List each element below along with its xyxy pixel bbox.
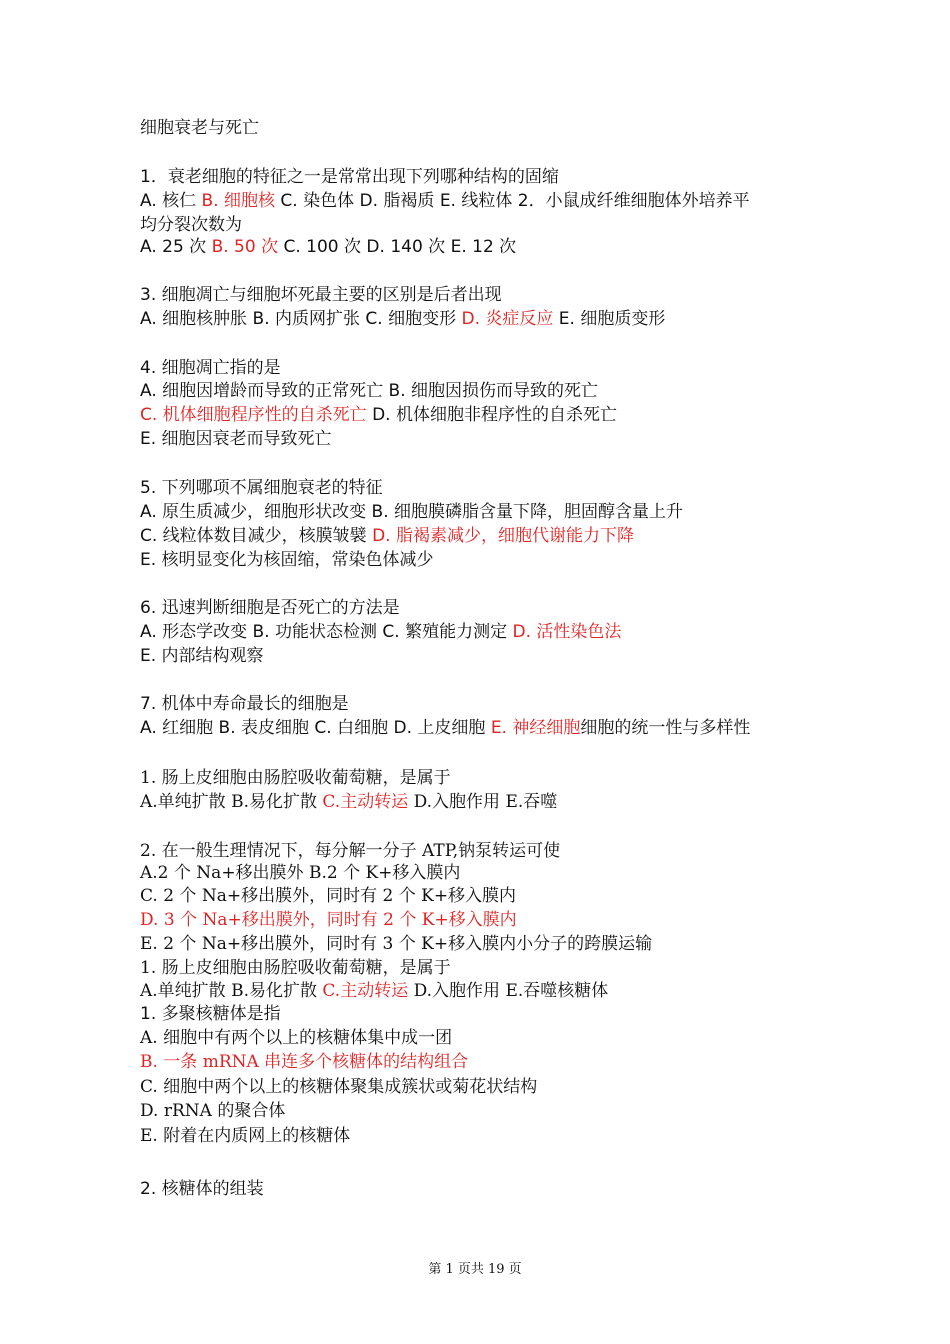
text-line [140, 428, 332, 450]
text-line [140, 1027, 452, 1049]
text-segment: D.入胞作用 E.吞噬核糖体 [408, 981, 609, 1001]
text-line [140, 501, 683, 523]
text-line [140, 214, 242, 236]
text-segment: 1. 肠上皮细胞由肠腔吸收葡萄糖，是属于 [140, 958, 451, 978]
text-segment: A. 红细胞 B. 表皮细胞 C. 白细胞 D. 上皮细胞 [140, 718, 491, 738]
answer-highlight: D. 炎症反应 [461, 309, 554, 329]
text-segment: E. 内部结构观察 [140, 646, 264, 666]
text-line [140, 477, 383, 499]
text-line [140, 380, 598, 402]
text-segment: E. 核明显变化为核固缩，常染色体减少 [140, 550, 434, 570]
text-line [140, 404, 617, 426]
text-line [140, 1003, 281, 1025]
text-segment: D. 机体细胞非程序性的自杀死亡 [366, 405, 617, 425]
text-line [140, 621, 621, 643]
answer-highlight: D. 脂褐素减少，细胞代谢能力下降 [372, 526, 634, 546]
text-segment: A. 核仁 [140, 191, 202, 211]
answer-highlight: B. 细胞核 [201, 191, 276, 211]
text-segment: E. 细胞质变形 [553, 309, 666, 329]
text-segment: D. rRNA 的聚合体 [140, 1101, 286, 1121]
answer-highlight: C.主动转运 [322, 792, 409, 812]
text-segment: A. 原生质减少，细胞形状改变 B. 细胞膜磷脂含量下降，胆固醇含量上升 [140, 502, 684, 522]
text-segment: E. 附着在内质网上的核糖体 [140, 1126, 351, 1146]
text-line [140, 840, 560, 862]
text-segment: A. 形态学改变 B. 功能状态检测 C. 繁殖能力测定 [140, 622, 513, 642]
answer-highlight: C. 机体细胞程序性的自杀死亡 [140, 405, 367, 425]
text-segment: A. 细胞核肿胀 B. 内质网扩张 C. 细胞变形 [140, 309, 462, 329]
text-line [140, 645, 264, 667]
text-line [140, 525, 634, 547]
text-segment: 2. 在一般生理情况下，每分解一分子 ATP,钠泵转运可使 [140, 841, 561, 861]
text-line [140, 308, 665, 330]
text-line [140, 166, 559, 188]
answer-highlight: B. 50 次 [211, 237, 279, 257]
text-segment: 细胞的统一性与多样性 [580, 718, 751, 738]
text-line [140, 1051, 468, 1073]
text-segment: C. 染色体 D. 脂褐质 E. 线粒体 2．小鼠成纤维细胞体外培养平 [275, 191, 750, 211]
text-segment: 1. 肠上皮细胞由肠腔吸收葡萄糖，是属于 [140, 768, 451, 788]
answer-highlight: D. 活性染色法 [512, 622, 622, 642]
answer-highlight: B. 一条 mRNA 串连多个核糖体的结构组合 [140, 1052, 469, 1072]
text-line [140, 549, 434, 571]
text-segment: A. 细胞因增龄而导致的正常死亡 B. 细胞因损伤而导致的死亡 [140, 381, 599, 401]
text-segment: C. 100 次 D. 140 次 E. 12 次 [278, 237, 517, 257]
text-segment: A.单纯扩散 B.易化扩散 [140, 981, 323, 1001]
text-line [140, 597, 400, 619]
text-segment: D.入胞作用 E.吞噬 [408, 792, 558, 812]
text-segment: 4. 细胞凋亡指的是 [140, 358, 281, 378]
text-line [140, 909, 517, 931]
text-line [140, 1100, 285, 1122]
text-segment: A.单纯扩散 B.易化扩散 [140, 792, 323, 812]
answer-highlight: D. 3 个 Na+移出膜外，同时有 2 个 K+移入膜内 [140, 910, 517, 930]
text-line [140, 1178, 264, 1200]
text-segment: A.2 个 Na+移出膜外 B.2 个 K+移入膜内 [140, 863, 461, 883]
text-segment: 2. 核糖体的组装 [140, 1179, 264, 1199]
text-line [140, 791, 557, 813]
text-line [140, 190, 750, 212]
text-line [140, 980, 608, 1002]
text-line [140, 1125, 350, 1147]
text-segment: E. 细胞因衰老而导致死亡 [140, 429, 332, 449]
text-line [140, 717, 750, 739]
text-segment: A. 细胞中有两个以上的核糖体集中成一团 [140, 1028, 453, 1048]
text-segment: 7. 机体中寿命最长的细胞是 [140, 694, 349, 714]
text-segment: 6. 迅速判断细胞是否死亡的方法是 [140, 598, 400, 618]
answer-highlight: E. 神经细胞 [490, 718, 581, 738]
text-line [140, 885, 516, 907]
text-segment: 1．衰老细胞的特征之一是常常出现下列哪种结构的固缩 [140, 167, 559, 187]
text-segment: 3. 细胞凋亡与细胞坏死最主要的区别是后者出现 [140, 285, 502, 305]
text-line [140, 357, 281, 379]
text-line [140, 862, 460, 884]
text-segment: C. 2 个 Na+移出膜外，同时有 2 个 K+移入膜内 [140, 886, 517, 906]
page-footer: 第 1 页共 19 页 [428, 1262, 522, 1277]
answer-highlight: C.主动转运 [322, 981, 409, 1001]
text-segment: C. 线粒体数目减少，核膜皱襞 [140, 526, 373, 546]
text-segment: 1. 多聚核糖体是指 [140, 1004, 281, 1024]
document-title: 细胞衰老与死亡 [140, 118, 259, 138]
text-line [140, 933, 652, 955]
text-segment: 均分裂次数为 [140, 215, 242, 235]
text-line [140, 767, 451, 789]
text-line [140, 236, 516, 258]
text-segment: 5. 下列哪项不属细胞衰老的特征 [140, 478, 383, 498]
text-segment: E. 2 个 Na+移出膜外，同时有 3 个 K+移入膜内小分子的跨膜运输 [140, 934, 653, 954]
text-line [140, 693, 349, 715]
text-line [140, 1076, 537, 1098]
text-segment: A. 25 次 [140, 237, 212, 257]
text-line [140, 957, 451, 979]
text-segment: C. 细胞中两个以上的核糖体聚集成簇状或菊花状结构 [140, 1077, 538, 1097]
text-line [140, 284, 502, 306]
